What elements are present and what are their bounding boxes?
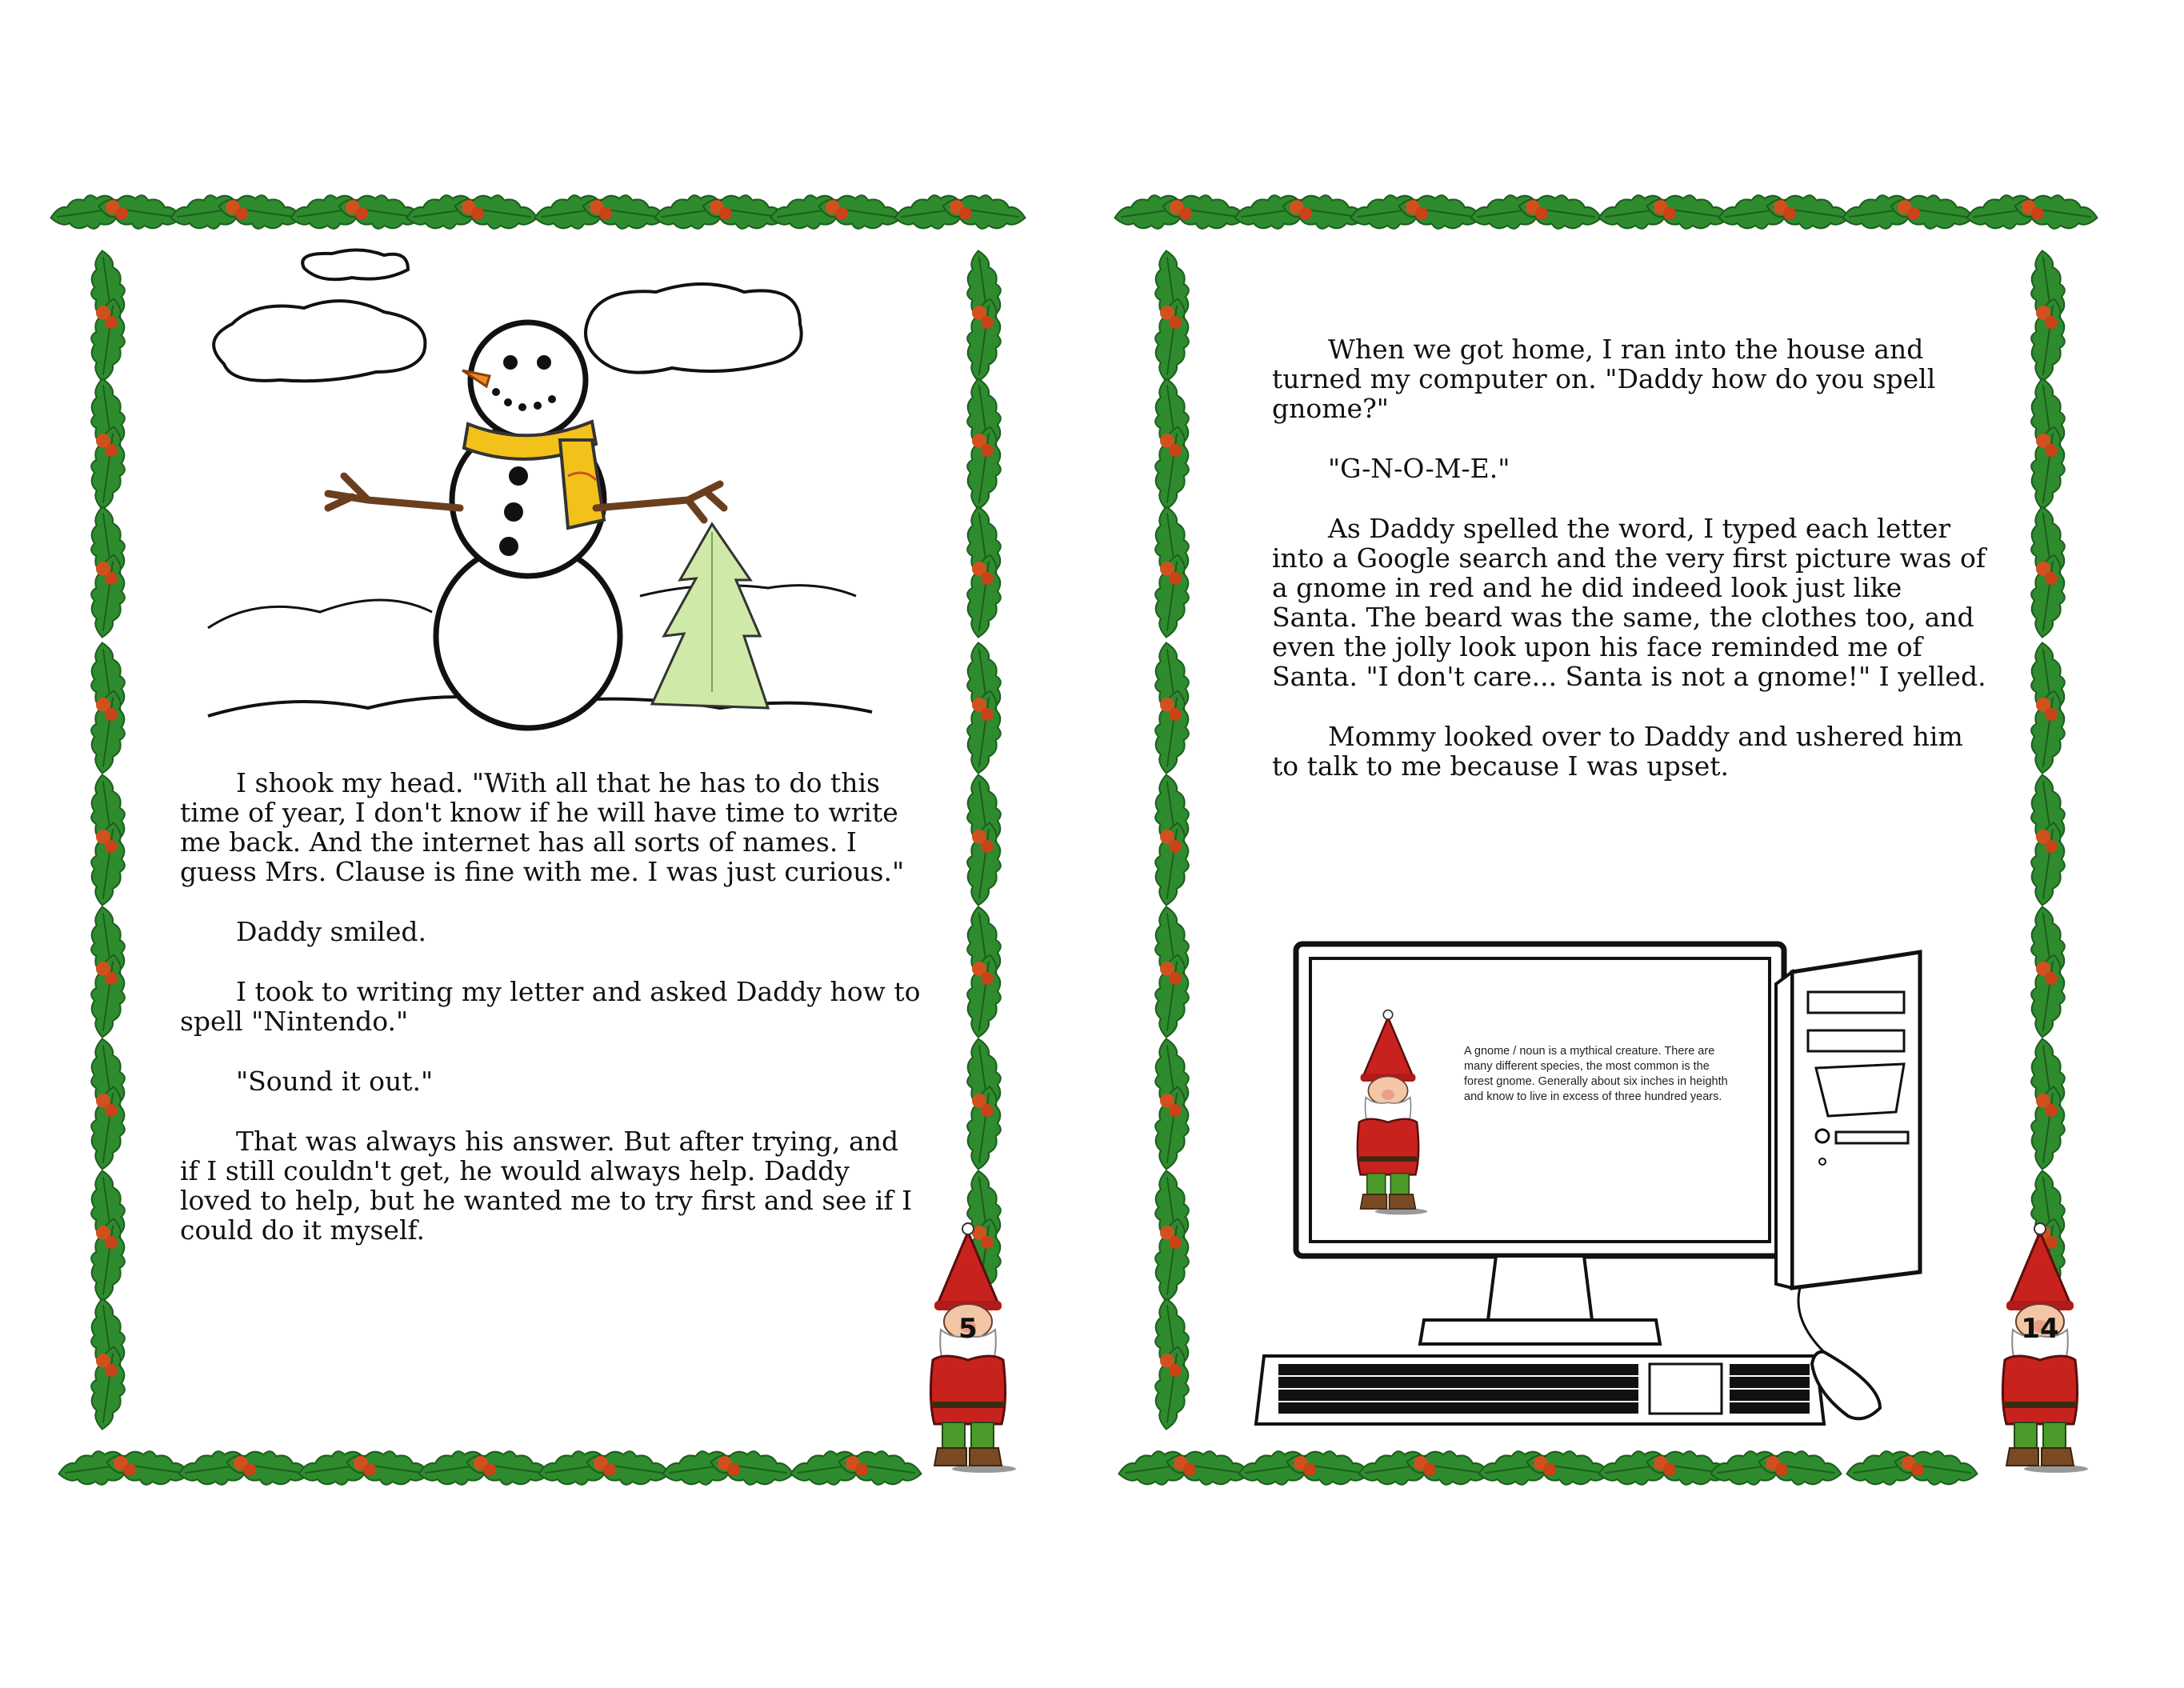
paragraph: "Sound it out." [236, 1066, 434, 1097]
page-number-gnome [912, 1208, 1024, 1488]
computer-illustration [1240, 936, 1976, 1448]
left-page [56, 176, 1032, 1504]
page-number-gnome [1984, 1208, 2096, 1488]
paragraph: "G-N-O-M-E." [1328, 453, 1510, 484]
left-page-text [180, 768, 924, 1275]
page-number: 5 [958, 1313, 978, 1345]
page-number: 14 [2021, 1313, 2059, 1345]
paragraph: I took to writing my letter and asked Daddy how to spell "Nintendo." [180, 976, 921, 1037]
paragraph: When we got home, I ran into the house and turned my computer on. "Daddy how do you spell gnome?" [1272, 334, 1936, 424]
paragraph: As Daddy spelled the word, I typed each letter into a Google search and the very first picture was of a gnome in red and he did indeed look just like Santa. The beard was the same, the clothes too, and even the jolly look upon his face reminded me of Santa. "I don't care... Santa is not a gnome!" I yelled. [1272, 513, 1986, 692]
screen-caption: A gnome / noun is a mythical creature. There are many different species, the most common is the forest gnome. Generally about six inches in heighth and know to live in excess of three hundred years. [1464, 1045, 1728, 1103]
paragraph: Mommy looked over to Daddy and ushered him to talk to me because I was upset. [1272, 721, 1963, 782]
paragraph: Daddy smiled. [236, 916, 426, 947]
right-page [1128, 176, 2104, 1504]
snowman-illustration [192, 244, 872, 756]
paragraph: I shook my head. "With all that he has to do this time of year, I don't know if he will have time to write me back. And the internet has all sorts of names. I guess Mrs. Clause is fine with me. I was just curious." [180, 767, 905, 887]
right-page-text [1272, 334, 1992, 811]
paragraph: That was always his answer. But after trying, and if I still couldn't get, he would always help. Daddy loved to help, but he wanted me to try first and see if I could do it myself. [180, 1126, 913, 1246]
